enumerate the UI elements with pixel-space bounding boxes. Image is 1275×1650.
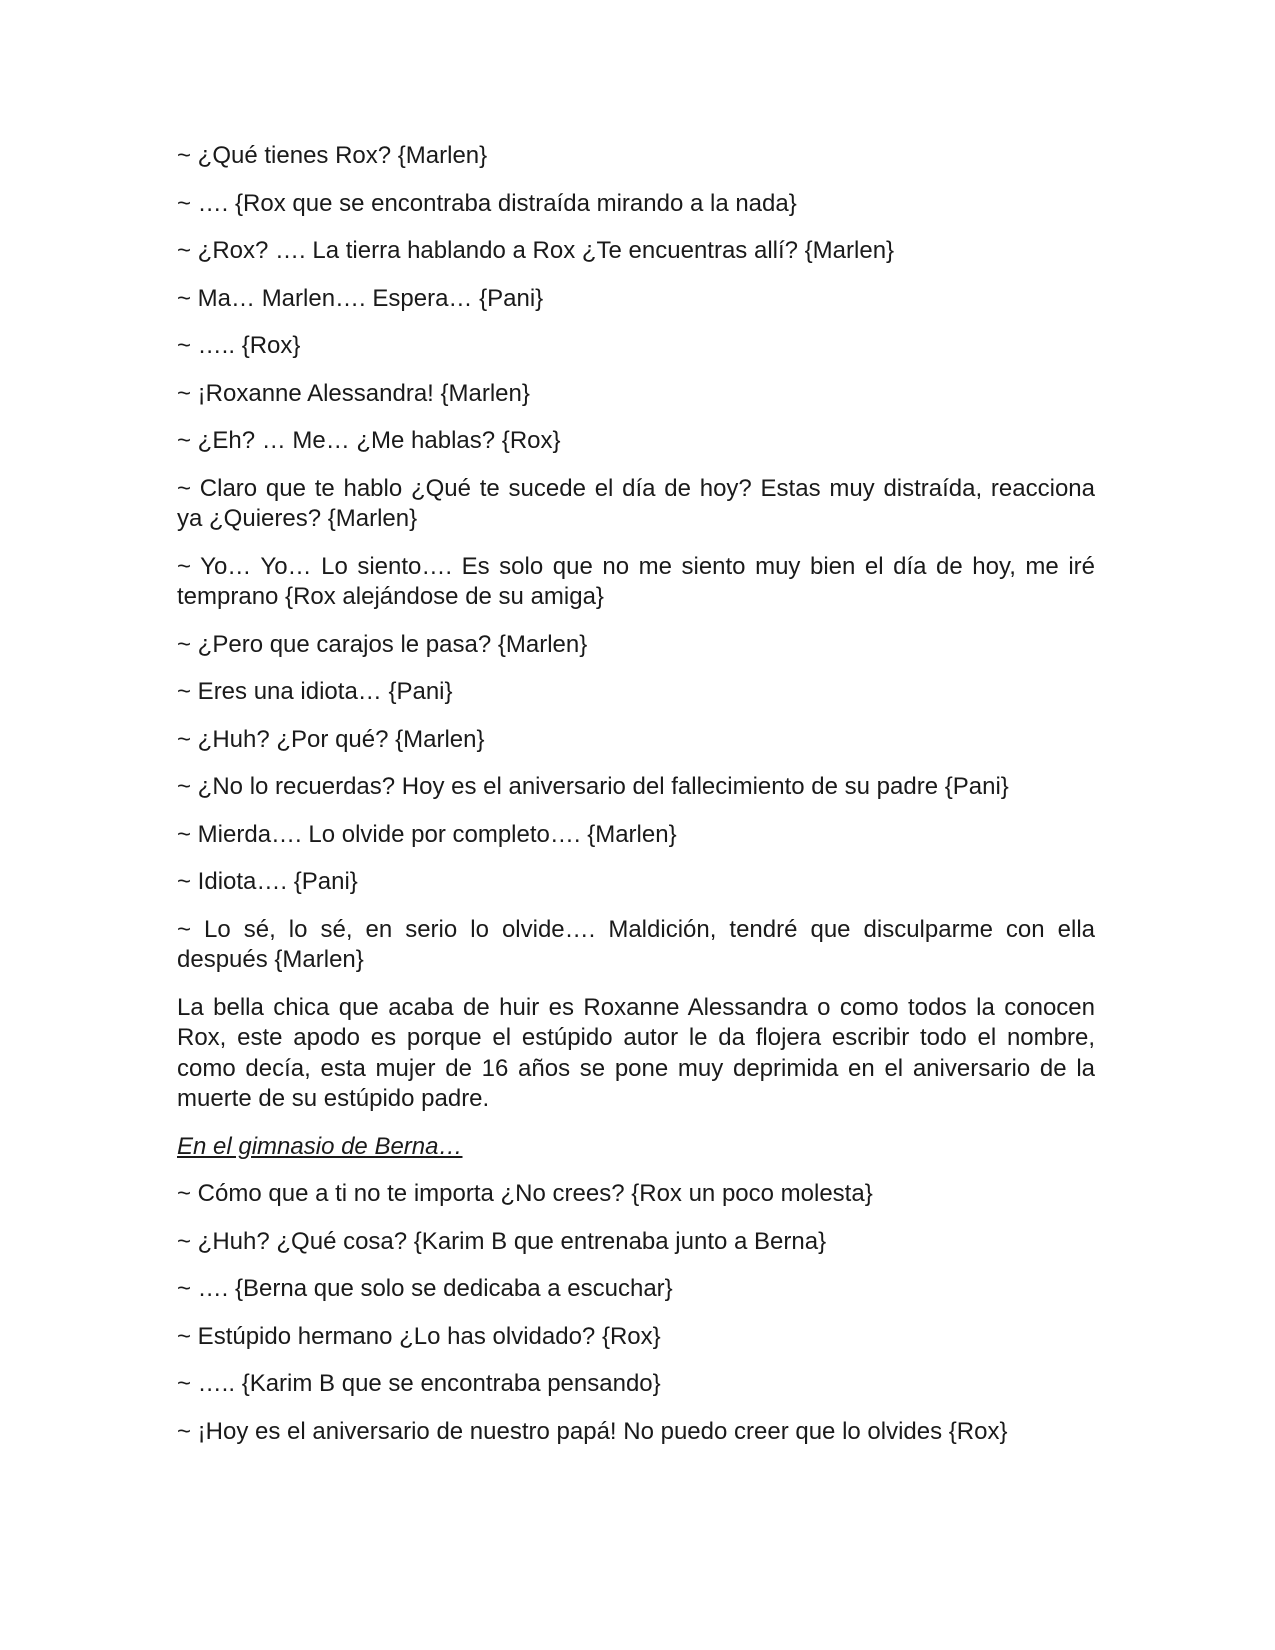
dialogue-line: ~ ¿Eh? … Me… ¿Me hablas? {Rox} bbox=[177, 427, 561, 454]
dialogue-line: ~ ….. {Rox} bbox=[177, 332, 301, 359]
dialogue-line: ~ Idiota…. {Pani} bbox=[177, 868, 358, 895]
dialogue-line: ~ Mierda…. Lo olvide por completo…. {Marlen} bbox=[177, 820, 677, 848]
dialogue-line: ~ …. {Berna que solo se dedicaba a escuchar} bbox=[177, 1275, 673, 1302]
dialogue-line: ~ Claro que te hablo ¿Qué te sucede el día de hoy? Estas muy distraída, reacciona ya ¿Quieres? {Marlen} bbox=[177, 474, 1095, 532]
dialogue-line: ~ Ma… Marlen…. Espera… {Pani} bbox=[177, 284, 544, 312]
dialogue-line: ~ ¡Hoy es el aniversario de nuestro papá! No puedo creer que lo olvides {Rox} bbox=[177, 1417, 1008, 1445]
dialogue-line: ~ ¿Huh? ¿Qué cosa? {Karim B que entrenaba junto a Berna} bbox=[177, 1227, 827, 1255]
dialogue-line: ~ ¿Pero que carajos le pasa? {Marlen} bbox=[177, 630, 588, 658]
dialogue-line: ~ Lo sé, lo sé, en serio lo olvide…. Maldición, tendré que disculparme con ella después {Marlen} bbox=[177, 915, 1095, 973]
scene-heading: En el gimnasio de Berna… bbox=[177, 1132, 463, 1160]
dialogue-line: ~ Estúpido hermano ¿Lo has olvidado? {Rox} bbox=[177, 1322, 661, 1350]
document-body bbox=[177, 141, 1095, 1464]
dialogue-line: ~ Cómo que a ti no te importa ¿No crees? {Rox un poco molesta} bbox=[177, 1180, 873, 1207]
dialogue-line: ~ ¿Rox? …. La tierra hablando a Rox ¿Te encuentras allí? {Marlen} bbox=[177, 237, 895, 264]
dialogue-line: ~ ¿Qué tienes Rox? {Marlen} bbox=[177, 142, 488, 169]
dialogue-line: ~ …. {Rox que se encontraba distraída mirando a la nada} bbox=[177, 189, 797, 217]
dialogue-line: ~ ¿No lo recuerdas? Hoy es el aniversario del fallecimiento de su padre {Pani} bbox=[177, 773, 1009, 800]
dialogue-line: ~ Yo… Yo… Lo siento…. Es solo que no me siento muy bien el día de hoy, me iré temprano {Rox alejándose de su amiga} bbox=[177, 552, 1095, 610]
dialogue-line: ~ Eres una idiota… {Pani} bbox=[177, 678, 453, 705]
dialogue-line: ~ ….. {Karim B que se encontraba pensando} bbox=[177, 1370, 661, 1397]
dialogue-line: ~ ¿Huh? ¿Por qué? {Marlen} bbox=[177, 725, 485, 753]
narration-paragraph: La bella chica que acaba de huir es Roxanne Alessandra o como todos la conocen Rox, este apodo es porque el estúpido autor le da flojera escribir todo el nombre, como decía, esta mujer de 16 años se pone muy deprimida en el aniversario de la muerte de su estúpido padre. bbox=[177, 993, 1095, 1112]
dialogue-line: ~ ¡Roxanne Alessandra! {Marlen} bbox=[177, 379, 530, 407]
